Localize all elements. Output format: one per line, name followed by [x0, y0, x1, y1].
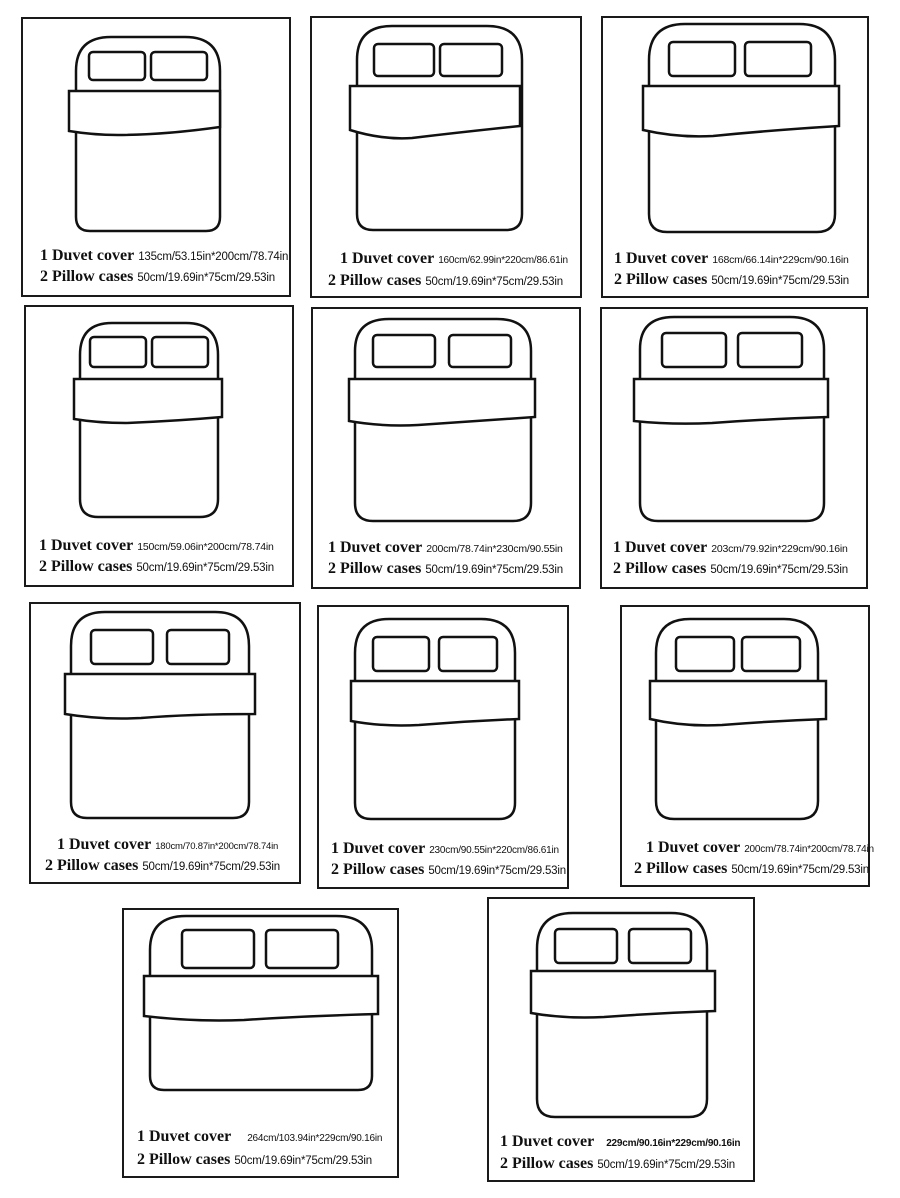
pillow-label: 2 Pillow cases [614, 271, 708, 288]
size-card-9 [620, 605, 874, 887]
duvet-row [57, 836, 278, 854]
duvet-label: 1 Duvet cover [137, 1128, 232, 1145]
pillow-label: 2 Pillow cases [328, 272, 422, 289]
duvet-row [39, 537, 274, 555]
duvet-size: 203cm/79.92in*229cm/90.16in [711, 543, 848, 555]
duvet-label: 1 Duvet cover [646, 839, 741, 856]
duvet-label: 1 Duvet cover [57, 836, 152, 853]
pillow-size: 50cm/19.69in*75cm/29.53in [425, 564, 563, 576]
pillow-size: 50cm/19.69in*75cm/29.53in [711, 275, 849, 287]
duvet-label: 1 Duvet cover [614, 250, 709, 267]
duvet-label: 1 Duvet cover [613, 539, 708, 556]
pillow-label: 2 Pillow cases [613, 560, 707, 577]
pillow-size: 50cm/19.69in*75cm/29.53in [428, 865, 566, 877]
pillow-size: 50cm/19.69in*75cm/29.53in [710, 564, 848, 576]
duvet-label: 1 Duvet cover [39, 537, 134, 554]
pillow-size: 50cm/19.69in*75cm/29.53in [142, 861, 280, 873]
size-card-4 [24, 305, 294, 587]
duvet-size: 150cm/59.06in*200cm/78.74in [137, 541, 274, 553]
duvet-row [646, 839, 874, 857]
pillow-row [331, 861, 566, 879]
pillow-label: 2 Pillow cases [328, 560, 422, 577]
pillow-row [137, 1151, 372, 1169]
size-card-6 [600, 307, 868, 589]
pillow-size: 50cm/19.69in*75cm/29.53in [136, 562, 274, 574]
duvet-size: 200cm/78.74in*230cm/90.55in [426, 543, 563, 555]
pillow-size: 50cm/19.69in*75cm/29.53in [234, 1155, 372, 1167]
pillow-label: 2 Pillow cases [40, 268, 134, 285]
duvet-row [613, 539, 848, 557]
pillow-size: 50cm/19.69in*75cm/29.53in [597, 1159, 735, 1171]
duvet-size: 180cm/70.87in*200cm/78.74in [155, 841, 279, 852]
pillow-row [500, 1155, 735, 1173]
pillow-label: 2 Pillow cases [331, 861, 425, 878]
duvet-size: 135cm/53.15in*200cm/78.74in [138, 251, 289, 263]
size-card-7 [29, 602, 301, 884]
pillow-label: 2 Pillow cases [45, 857, 139, 874]
size-card-10 [122, 908, 399, 1178]
duvet-label: 1 Duvet cover [40, 247, 135, 264]
duvet-size: 168cm/66.14in*229cm/90.16in [712, 254, 849, 266]
pillow-label: 2 Pillow cases [137, 1151, 231, 1168]
duvet-row [137, 1128, 382, 1146]
pillow-row [634, 860, 869, 878]
pillow-row [45, 857, 280, 875]
duvet-label: 1 Duvet cover [500, 1133, 595, 1150]
duvet-size: 230cm/90.55in*220cm/86.61in [429, 845, 559, 856]
duvet-label: 1 Duvet cover [340, 250, 435, 267]
duvet-row [340, 250, 568, 268]
pillow-row [613, 560, 848, 578]
pillow-size: 50cm/19.69in*75cm/29.53in [425, 276, 563, 288]
duvet-size: 160cm/62.99in*220cm/86.61in [438, 255, 568, 266]
duvet-row [40, 247, 288, 265]
size-card-1 [21, 17, 291, 297]
pillow-label: 2 Pillow cases [634, 860, 728, 877]
duvet-row [500, 1133, 740, 1151]
size-card-5 [311, 307, 581, 589]
pillow-row [328, 560, 563, 578]
pillow-row [328, 272, 563, 290]
duvet-size: 264cm/103.94in*229cm/90.16in [247, 1133, 383, 1144]
duvet-size: 200cm/78.74in*200cm/78.74in [744, 844, 874, 855]
pillow-row [39, 558, 274, 576]
size-card-8 [317, 605, 569, 889]
pillow-row [40, 268, 275, 286]
pillow-row [614, 271, 849, 289]
pillow-label: 2 Pillow cases [39, 558, 133, 575]
duvet-row [328, 539, 563, 557]
duvet-label: 1 Duvet cover [331, 840, 426, 857]
size-card-11 [487, 897, 755, 1182]
pillow-label: 2 Pillow cases [500, 1155, 594, 1172]
duvet-label: 1 Duvet cover [328, 539, 423, 556]
duvet-row [331, 840, 559, 858]
pillow-size: 50cm/19.69in*75cm/29.53in [137, 272, 275, 284]
duvet-size: 229cm/90.16in*229cm/90.16in [606, 1138, 741, 1149]
size-card-2 [310, 16, 582, 298]
pillow-size: 50cm/19.69in*75cm/29.53in [731, 864, 869, 876]
duvet-row [614, 250, 849, 268]
size-card-3 [601, 16, 869, 298]
